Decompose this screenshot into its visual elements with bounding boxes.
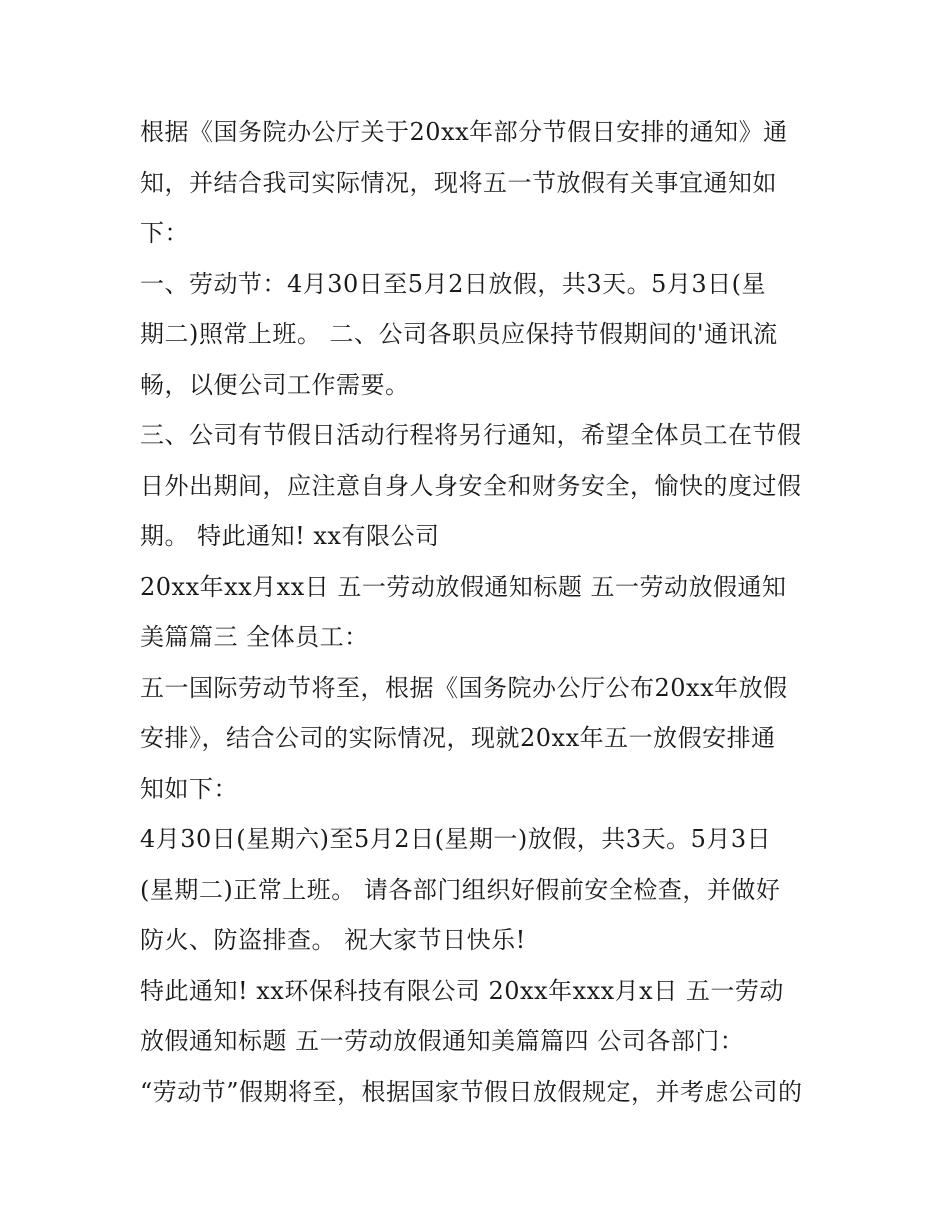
text-line: 4月30日(星期六)至5月2日(星期一)放假，共3天。5月3日 [140, 825, 772, 853]
text-line: 畅，以便公司工作需要。 [140, 370, 410, 399]
text-line: 根据《国务院办公厅关于20xx年部分节假日安排的通知》通 [140, 118, 788, 146]
text-line: 20xx年xx月xx日 五一劳动放假通知标题 五一劳动放假通知 [140, 572, 787, 601]
text-line: 防火、防盗排查。 祝大家节日快乐! [140, 926, 526, 954]
text-line: 知如下： [140, 774, 238, 803]
text-line: 知，并结合我司实际情况，现将五一节放假有关事宜通知如 [140, 168, 777, 197]
text-line: 特此通知! xx环保科技有限公司 20xx年xxx月x日 五一劳动 [140, 976, 784, 1005]
text-line: (星期二)正常上班。 请各部门组织好假前安全检查，并做好 [140, 875, 781, 904]
text-line: 五一国际劳动节将至，根据《国务院办公厅公布20xx年放假 [140, 673, 788, 702]
text-line: 安排》，结合公司的实际情况，现就20xx年五一放假安排通 [140, 724, 776, 752]
text-line: 三、公司有节假日活动行程将另行通知，希望全体员工在节假 [140, 421, 802, 449]
document-body [140, 107, 820, 1117]
text-line: 期。 特此通知! xx有限公司 [140, 522, 440, 550]
text-line: 日外出期间，应注意自身人身安全和财务安全，愉快的度过假 [140, 471, 802, 500]
text-line: 一、劳动节：4月30日至5月2日放假，共3天。5月3日(星 [140, 269, 767, 298]
text-line: 美篇篇三 全体员工： [140, 623, 369, 651]
text-line: 期二)照常上班。 二、公司各职员应保持节假期间的'通讯流 [140, 320, 778, 348]
text-line: 放假通知标题 五一劳动放假通知美篇篇四 公司各部门： [140, 1027, 745, 1055]
text-line: “劳动节”假期将至，根据国家节假日放假规定，并考虑公司的 [140, 1077, 803, 1106]
text-line: 下： [140, 219, 189, 247]
